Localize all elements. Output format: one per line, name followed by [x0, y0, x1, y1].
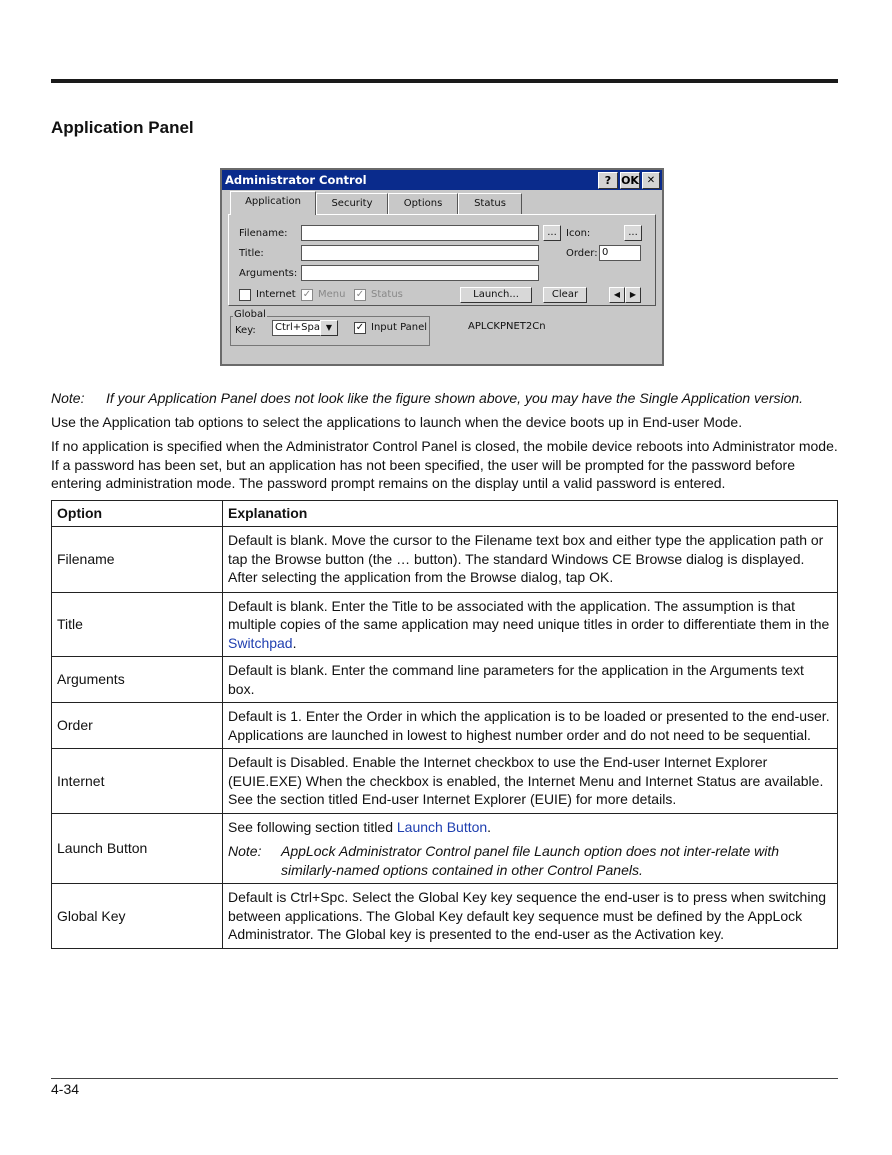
filename-label: Filename: — [239, 228, 288, 239]
switchpad-link[interactable]: Switchpad — [228, 634, 293, 651]
header-option: Option — [52, 501, 223, 527]
dialog-title: Administrator Control — [225, 173, 367, 187]
no-application-paragraph: If no application is specified when the Administrator Control Panel is closed, the mobile device reboots into Administrator mode. If a password has been set, but an application has not been specified, the user will be prompted for the password before entering administration mode. The password prompt remains on the display until a valid password is entered. — [51, 438, 838, 491]
filename-input[interactable] — [301, 225, 539, 241]
tab-application[interactable]: Application — [230, 191, 316, 215]
title-label: Title: — [239, 248, 264, 259]
launch-see-text: See following section titled — [228, 818, 397, 835]
option-order: Order — [52, 703, 223, 749]
explanation-arguments: Default is blank. Enter the command line parameters for the application in the Arguments text box. — [223, 657, 838, 703]
icon-browse-button[interactable]: ... — [624, 225, 642, 241]
tab-status[interactable]: Status — [458, 193, 522, 214]
table-row — [52, 526, 838, 592]
launch-note — [228, 842, 832, 879]
section-heading: Application Panel — [51, 118, 194, 137]
explanation-launch-button — [223, 813, 838, 884]
tab-security[interactable]: Security — [316, 193, 388, 214]
help-button[interactable]: ? — [598, 172, 618, 189]
input-panel-label: Input Panel — [371, 322, 428, 333]
single-app-note — [51, 390, 803, 406]
key-label: Key: — [235, 325, 256, 336]
table-row — [52, 703, 838, 749]
menu-label: Menu — [318, 289, 346, 300]
explanation-title — [223, 592, 838, 657]
right-arrow-icon[interactable]: ▶ — [625, 287, 641, 303]
explanation-order: Default is 1. Enter the Order in which the application is to be loaded or presented to the end-user. Applications are launched in lowest to highest number order and do not need to be sequential. — [223, 703, 838, 749]
launch-see-tail: . — [487, 818, 492, 835]
app-code-label: APLCKPNET2Cn — [468, 321, 546, 332]
global-group-label: Global — [234, 309, 266, 320]
table-header-row — [52, 501, 838, 527]
global-key-select[interactable]: Ctrl+Spa — [272, 320, 338, 336]
tab-options[interactable]: Options — [388, 193, 458, 214]
option-launch-button: Launch Button — [52, 813, 223, 884]
administrator-control-dialog — [220, 168, 664, 366]
bottom-rule — [51, 1078, 838, 1079]
chevron-down-icon[interactable]: ▼ — [320, 320, 338, 336]
explanation-internet: Default is Disabled. Enable the Internet checkbox to use the End-user Internet Explorer (EUIE.EXE) When the checkbox is enabled, the Internet Menu and Internet Status are available. See the section titled End-user Internet Explorer (EUIE) for more details. — [223, 749, 838, 814]
explanation-global-key: Default is Ctrl+Spc. Select the Global Key key sequence the end-user is to press when switching between applications. The Global Key default key sequence must be defined by the AppLock Administrator. The Global key is presented to the end-user as the Activation key. — [223, 884, 838, 949]
launch-note-text: AppLock Administrator Control panel file Launch option does not inter-relate with similarly-named options contained in other Control Panels. — [281, 843, 780, 878]
dialog-title-bar — [222, 170, 662, 190]
status-checkbox[interactable]: ✓ — [355, 289, 365, 300]
note-text: If your Application Panel does not look like the figure shown above, you may have the Single Application version. — [106, 390, 804, 406]
header-explanation: Explanation — [223, 501, 838, 527]
table-row — [52, 749, 838, 814]
option-global-key: Global Key — [52, 884, 223, 949]
launch-note-label: Note: — [228, 843, 262, 859]
options-table — [51, 500, 838, 949]
icon-label: Icon: — [566, 228, 591, 239]
launch-see-line — [228, 818, 832, 837]
table-row — [52, 884, 838, 949]
ok-button[interactable]: OK — [621, 174, 639, 187]
explanation-title-tail: . — [292, 634, 297, 651]
option-filename: Filename — [52, 526, 223, 592]
table-row — [52, 813, 838, 884]
note-label: Note: — [51, 390, 85, 406]
table-row — [52, 592, 838, 657]
table-row — [52, 657, 838, 703]
option-arguments: Arguments — [52, 657, 223, 703]
launch-button-link[interactable]: Launch Button — [396, 818, 488, 835]
intro-paragraph: Use the Application tab options to select the applications to launch when the device boots up in End-user Mode. — [51, 414, 743, 430]
option-title: Title — [52, 592, 223, 657]
input-panel-checkbox[interactable]: ✓ — [355, 322, 365, 333]
explanation-title-text: Default is blank. Enter the Title to be associated with the application. The assumption is that multiple copies of the same application may need unique titles in order to differentiate them in the — [228, 597, 830, 632]
clear-button[interactable]: Clear — [543, 287, 587, 303]
order-label: Order: — [566, 248, 598, 259]
launch-button[interactable]: Launch... — [460, 287, 532, 303]
page-number: 4-34 — [51, 1081, 80, 1097]
option-internet: Internet — [52, 749, 223, 814]
close-icon[interactable]: ✕ — [642, 172, 660, 189]
arguments-input[interactable] — [301, 265, 539, 281]
menu-checkbox[interactable]: ✓ — [302, 289, 312, 300]
explanation-filename: Default is blank. Move the cursor to the Filename text box and either type the application path or tap the Browse button (the … button). The standard Windows CE Browse dialog is displayed. After selecting the application from the Browse dialog, tap OK. — [223, 526, 838, 592]
order-input[interactable]: 0 — [599, 245, 641, 261]
top-rule — [51, 79, 838, 83]
left-arrow-icon[interactable]: ◀ — [609, 287, 625, 303]
internet-checkbox[interactable] — [239, 289, 251, 301]
title-input[interactable] — [301, 245, 539, 261]
filename-browse-button[interactable]: ... — [543, 225, 561, 241]
status-label: Status — [371, 289, 403, 300]
arguments-label: Arguments: — [239, 268, 298, 279]
internet-label: Internet — [256, 289, 296, 300]
application-tab-panel — [228, 214, 656, 306]
